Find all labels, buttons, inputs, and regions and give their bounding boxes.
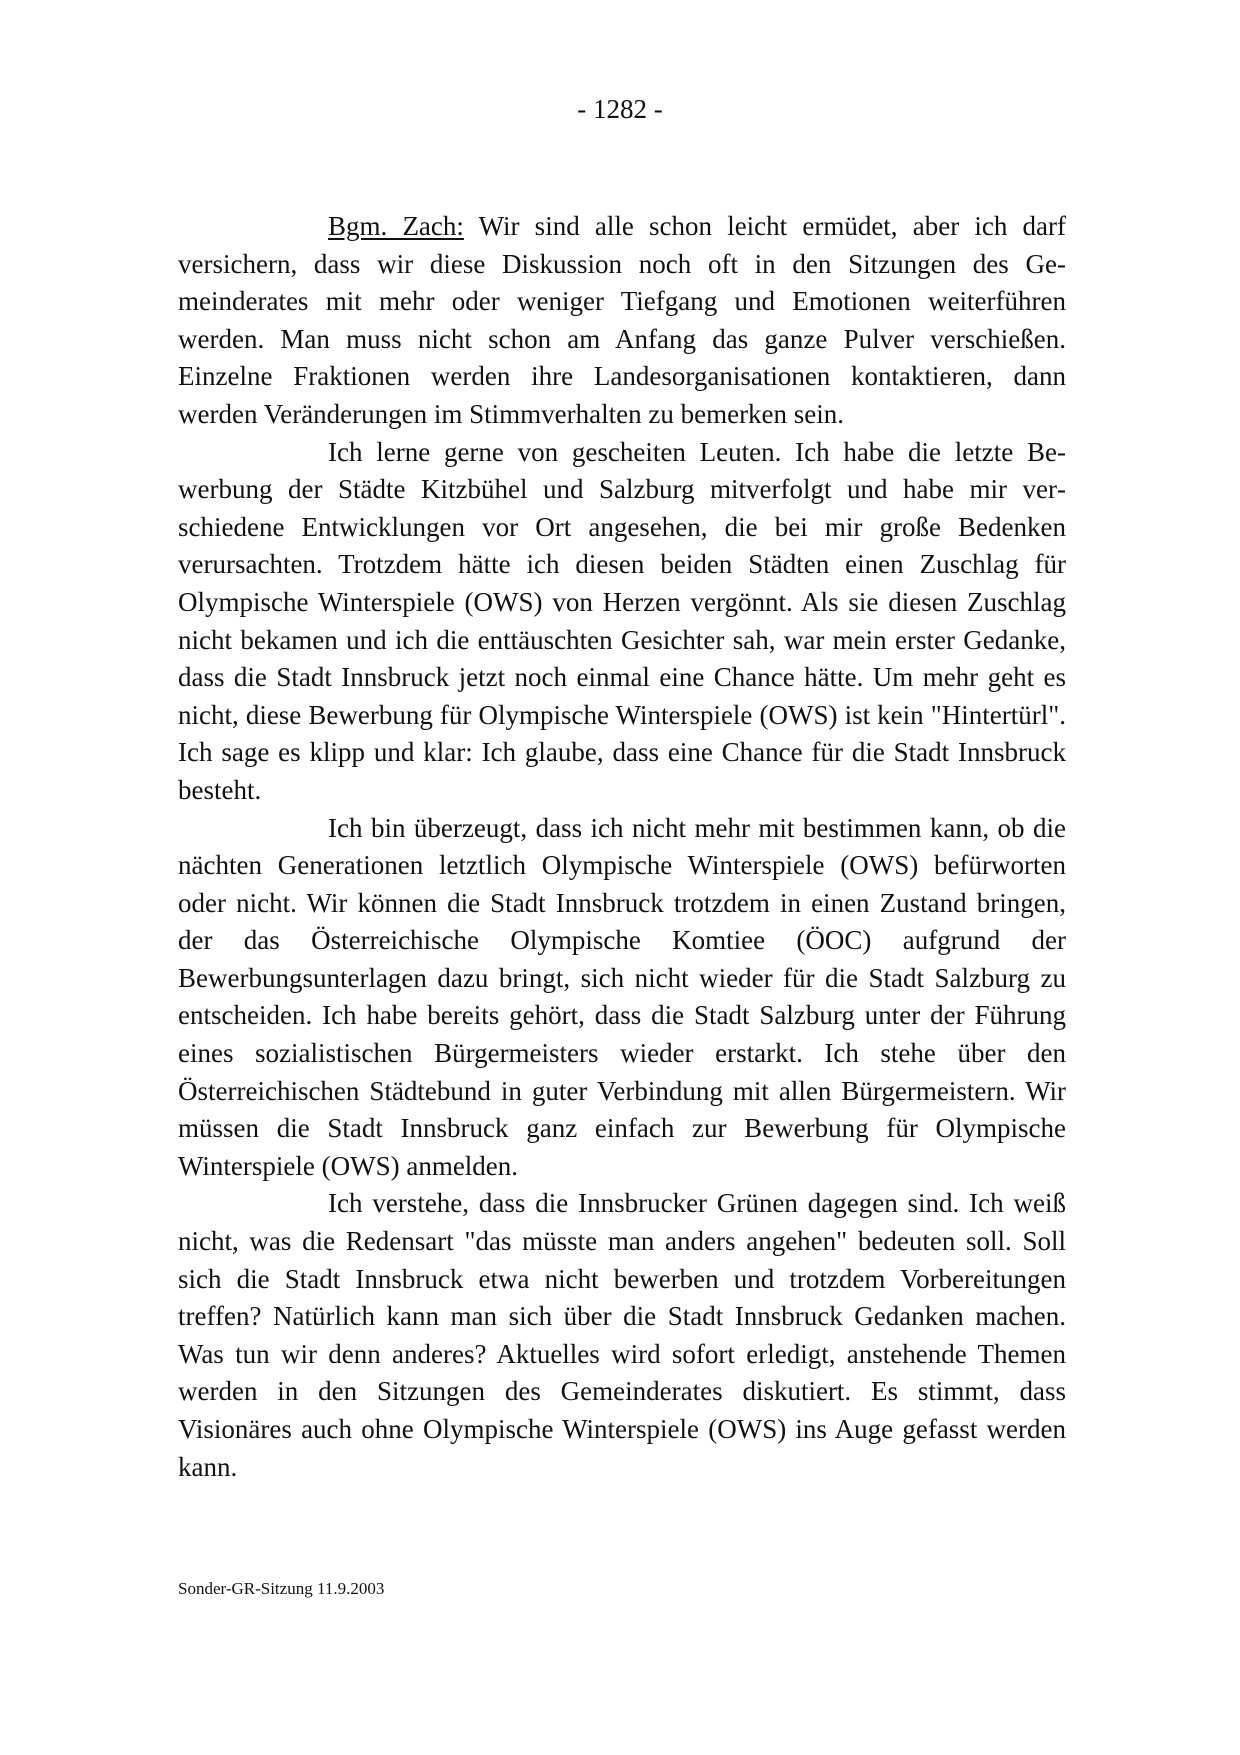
speaker-name: Bgm. Zach: — [328, 211, 464, 241]
document-body — [178, 208, 1066, 1486]
paragraph-1-text: Wir sind alle schon leicht ermüdet, aber ich darf versichern, dass wir diese Diskussion noch oft in den Sitzungen des Gemeinderates mit mehr oder weniger Tiefgang und Emotionen weiterführen werden. Man muss nicht schon am Anfang das ganze Pulver verschießen. Einzelne Fraktionen werden ihre Landesorganisationen kontaktieren, dann werden Veränderungen im Stimmverhalten zu bemerken sein. — [178, 211, 1066, 429]
paragraph-2: Ich lerne gerne von gescheiten Leuten. Ich habe die letzte Bewerbung der Städte Kitzbühel und Salzburg mitverfolgt und habe mir verschiedene Entwicklungen vor Ort angesehen, die bei mir große Bedenken verursachten. Trotzdem hätte ich diesen beiden Städten einen Zuschlag für Olympische Winterspiele (OWS) von Herzen vergönnt. Als sie diesen Zuschlag nicht bekamen und ich die enttäuschten Gesichter sah, war mein erster Gedanke, dass die Stadt Innsbruck jetzt noch einmal eine Chance hätte. Um mehr geht es nicht, diese Bewerbung für Olympische Winterspiele (OWS) ist kein "Hintertürl". Ich sage es klipp und klar: Ich glaube, dass eine Chance für die Stadt Innsbruck besteht. — [178, 436, 1066, 805]
paragraph-4: Ich verstehe, dass die Innsbrucker Grünen dagegen sind. Ich weiß nicht, was die Redensart "das müsste man anders angehen" bedeuten soll. Soll sich die Stadt Innsbruck etwa nicht bewerben und trotzdem Vorbereitungen treffen? Natürlich kann man sich über die Stadt Innsbruck Gedanken machen. Was tun wir denn anderes? Aktuelles wird sofort erledigt, anstehende Themen werden in den Sitzungen des Gemeinderates diskutiert. Es stimmt, dass Visionäres auch ohne Olympische Winterspiele (OWS) ins Auge gefasst werden kann. — [178, 1188, 1066, 1482]
page-number: - 1282 - — [577, 94, 663, 124]
page-footer: Sonder-GR-Sitzung 11.9.2003 — [178, 1579, 385, 1598]
paragraph-3: Ich bin überzeugt, dass ich nicht mehr mit bestimmen kann, ob die nächten Generationen letztlich Olympische Winterspiele (OWS) befürworten oder nicht. Wir können die Stadt Innsbruck trotzdem in einen Zustand bringen, der das Österreichische Olympische Komtiee (ÖOC) aufgrund der Bewerbungsunterlagen dazu bringt, sich nicht wieder für die Stadt Salzburg zu entscheiden. Ich habe bereits gehört, dass die Stadt Salzburg unter der Führung eines sozialistischen Bürgermeisters wieder erstarkt. Ich stehe über den Österreichischen Städtebund in guter Verbindung mit allen Bürgermeistern. Wir müssen die Stadt Innsbruck ganz einfach zur Bewerbung für Olympische Winterspiele (OWS) anmelden. — [178, 812, 1066, 1181]
paragraph-1 — [178, 208, 1066, 434]
